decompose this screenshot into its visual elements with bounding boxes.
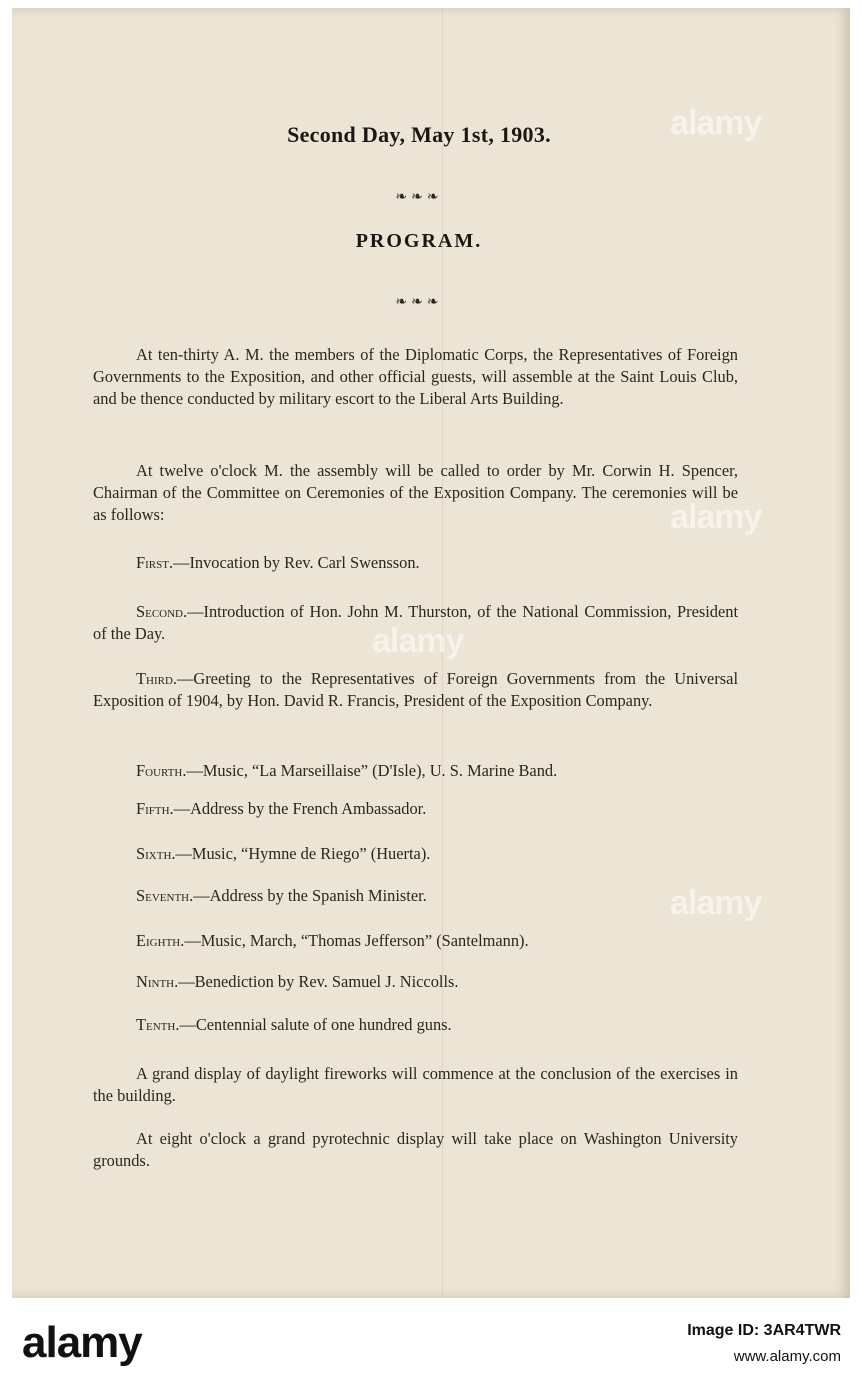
program-item-text: —Address by the Spanish Minister.	[193, 886, 427, 905]
program-item	[93, 930, 738, 952]
program-item-label: Sixth.	[136, 844, 176, 863]
program-item-text: —Music, “La Marseillaise” (D'Isle), U. S. Marine Band.	[186, 761, 558, 780]
program-item-label: Eighth.	[136, 931, 185, 950]
watermark: alamy	[670, 498, 762, 536]
program-item-text: —Invocation by Rev. Carl Swensson.	[173, 553, 420, 572]
program-item	[93, 885, 738, 907]
paragraph-daylight-fireworks: A grand display of daylight fireworks will commence at the conclusion of the exercises in the building.	[93, 1064, 738, 1105]
program-item-label: Seventh.	[136, 886, 194, 905]
program-item-text: —Music, March, “Thomas Jefferson” (Santelmann).	[184, 931, 529, 950]
program-item-text: —Address by the French Ambassador.	[173, 799, 427, 818]
program-item-label: Ninth.	[136, 972, 179, 991]
program-heading: PROGRAM.	[355, 230, 483, 252]
program-item	[93, 1014, 738, 1036]
program-item	[93, 668, 738, 712]
watermark: alamy	[670, 884, 762, 922]
alamy-logo: alamy	[22, 1318, 142, 1367]
document-title: Second Day, May 1st, 1903.	[287, 122, 551, 147]
paragraph-morning-assembly: At ten-thirty A. M. the members of the Diplomatic Corps, the Representatives of Foreign Governments to the Exposition, and other official guests, will assemble at the Saint Louis Club, and be thence conducted by military escort to the Liberal Arts Building.	[93, 345, 738, 408]
program-item-label: Second.	[136, 602, 188, 621]
watermark: alamy	[372, 622, 464, 660]
site-url: www.alamy.com	[733, 1348, 841, 1365]
program-item-label: First.	[136, 553, 174, 572]
program-item-label: Fourth.	[136, 761, 187, 780]
program-item-label: Fifth.	[136, 799, 174, 818]
program-item-text: —Introduction of Hon. John M. Thurston, of the National Commission, President of the Day.	[93, 602, 738, 643]
program-item-label: Third.	[136, 669, 177, 688]
program-item-text: —Benediction by Rev. Samuel J. Niccolls.	[178, 972, 459, 991]
paragraph-evening-display: At eight o'clock a grand pyrotechnic display will take place on Washington University grounds.	[93, 1129, 738, 1170]
program-item	[93, 760, 738, 782]
program-item	[93, 971, 738, 993]
program-item-text: —Greeting to the Representatives of Foreign Governments from the Universal Exposition of 1904, by Hon. David R. Francis, President of the Exposition Company.	[93, 669, 738, 710]
program-item	[93, 798, 738, 820]
watermark: alamy	[670, 104, 762, 142]
program-item-text: —Centennial salute of one hundred guns.	[179, 1015, 452, 1034]
program-item	[93, 552, 738, 574]
program-item	[93, 843, 738, 865]
ornament-divider: ❧❧❧	[395, 190, 443, 205]
program-item-text: —Music, “Hymne de Riego” (Huerta).	[175, 844, 431, 863]
paragraph-noon-assembly: At twelve o'clock M. the assembly will be called to order by Mr. Corwin H. Spencer, Chairman of the Committee on Ceremonies of the Exposition Company. The ceremonies will be as follows:	[93, 461, 738, 524]
program-item-label: Tenth.	[136, 1015, 180, 1034]
image-id-label: Image ID: 3AR4TWR	[687, 1322, 841, 1339]
ornament-divider: ❧❧❧	[395, 295, 443, 310]
